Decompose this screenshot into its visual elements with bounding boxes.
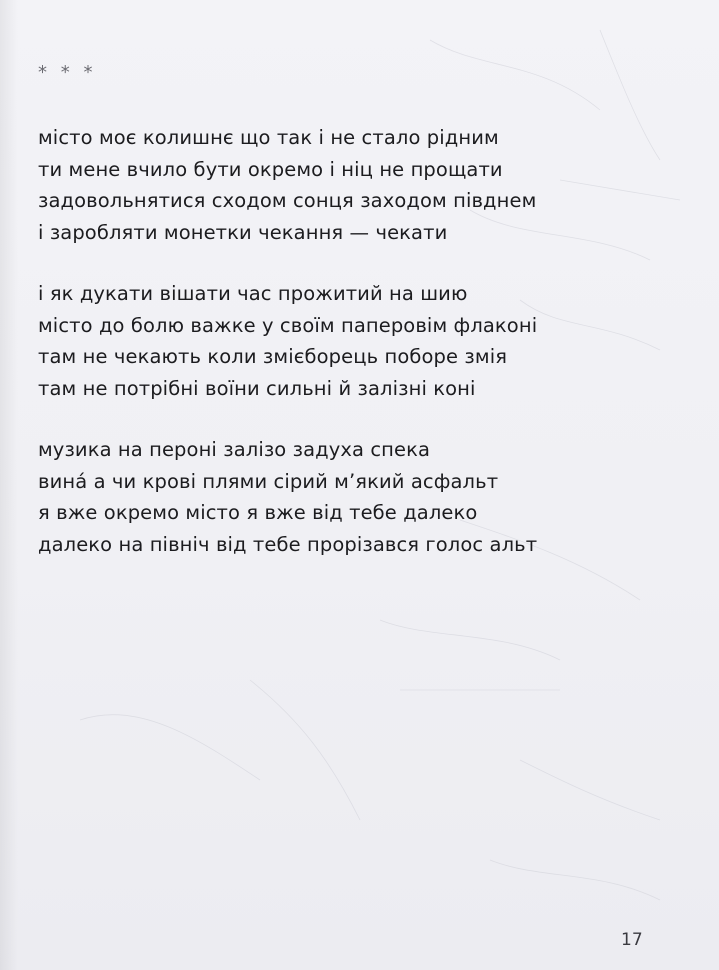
poem-line: я вже окремо місто я вже від тебе далеко: [38, 501, 478, 524]
stanza-1: [38, 122, 678, 248]
poem: [38, 122, 678, 590]
poem-line: місто до болю важке у своїм паперовім флаконі: [38, 313, 538, 337]
section-separator: * * *: [38, 62, 97, 83]
poem-line: далеко на північ від тебе прорізався голос альт: [38, 532, 538, 556]
page-number: 17: [621, 930, 643, 950]
poem-line: там не потрібні воїни сильні й залізні коні: [38, 376, 476, 400]
stanza-3: [38, 434, 678, 560]
poem-line: ти мене вчило бути окремо і ніц не прощати: [38, 157, 503, 181]
poem-line: там не чекають коли змієборець поборе змія: [38, 345, 508, 368]
poem-line: вина́ а чи крові плями сірий м’який асфальт: [38, 469, 499, 493]
poem-line: музика на пероні залізо задуха спека: [38, 438, 431, 461]
poem-line: задовольнятися сходом сонця заходом півднем: [38, 189, 537, 212]
poem-line: місто моє колишнє що так і не стало рідним: [38, 126, 499, 149]
stanza-2: [38, 278, 678, 404]
poem-line: і заробляти монетки чекання — чекати: [38, 220, 448, 244]
poem-line: і як дукати вішати час прожитий на шию: [38, 282, 468, 305]
